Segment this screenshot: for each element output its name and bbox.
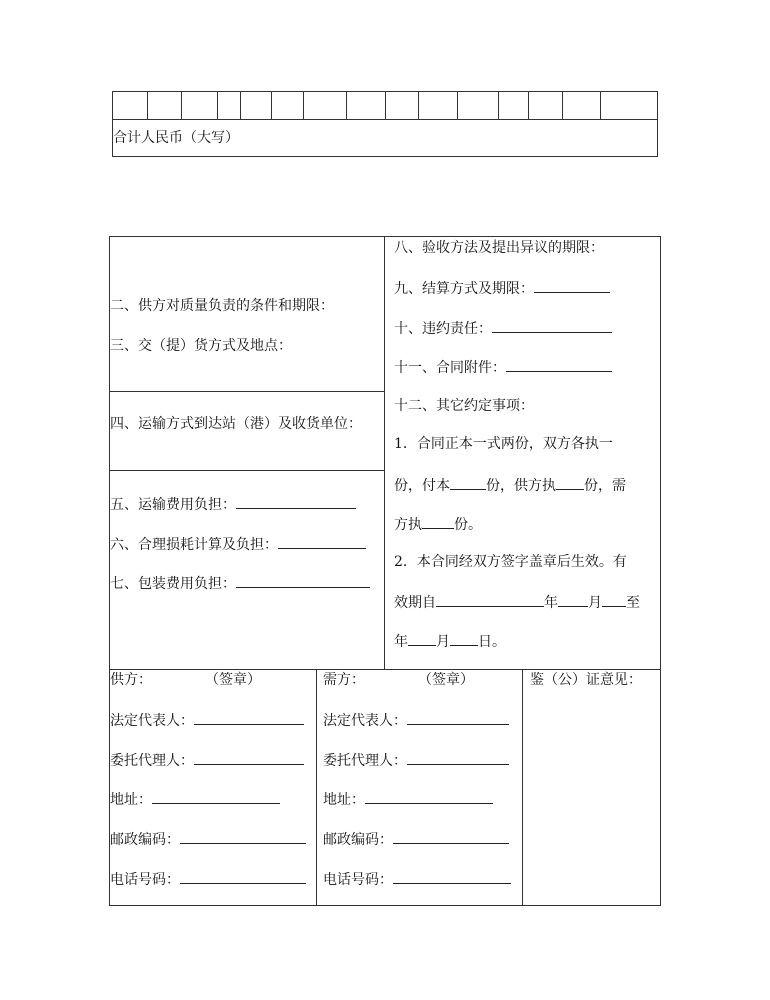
supplier-address-label: 地址： [110, 792, 152, 808]
clause-1-line1: 1．合同正本一式两份，双方各执一 [394, 436, 613, 452]
buyer-title: 需方： [323, 672, 365, 688]
clause-2-line1: 2．本合同经双方签字盖章后生效。有 [394, 554, 627, 570]
supplier-legal-rep-label: 法定代表人： [110, 713, 194, 729]
freight-blank[interactable] [236, 494, 356, 509]
amount-cell-divider [147, 91, 148, 119]
amount-cell-divider [346, 91, 347, 119]
term-loss [110, 534, 366, 554]
clause-2-text: 月 [436, 634, 450, 650]
buyer-phone-blank[interactable] [393, 869, 511, 884]
clause-1-text: 份，供方执 [486, 478, 556, 494]
amount-cell-divider [498, 91, 499, 119]
term-packaging [110, 573, 370, 593]
term-breach [394, 318, 612, 338]
clause-2-text: 年 [394, 634, 408, 650]
buyer-address-blank[interactable] [365, 789, 493, 804]
clause-2-line2 [394, 592, 640, 612]
valid-to-day-blank[interactable] [450, 631, 478, 646]
buyer-copies-blank[interactable] [422, 514, 454, 529]
term-attachments [394, 357, 612, 377]
buyer-postcode-label: 邮政编码： [323, 832, 393, 848]
term-settlement [394, 278, 610, 298]
clause-1-text: 份。 [454, 517, 482, 533]
term-inspection: 八、验收方法及提出异议的期限： [394, 240, 604, 256]
term-quality: 二、供方对质量负责的条件和期限： [110, 298, 334, 314]
buyer-legal-rep [323, 710, 509, 730]
left-row-divider [109, 391, 384, 392]
buyer-postcode-blank[interactable] [393, 829, 509, 844]
supplier-phone [110, 869, 306, 889]
supplier-legal-rep [110, 710, 304, 730]
valid-from-day-blank[interactable] [602, 592, 626, 607]
amount-cell-divider [217, 91, 218, 119]
loss-blank[interactable] [278, 534, 366, 549]
signature-section-divider [109, 669, 661, 670]
buyer-agent-blank[interactable] [407, 750, 509, 765]
valid-to-month-blank[interactable] [408, 631, 436, 646]
supplier-agent-blank[interactable] [194, 750, 304, 765]
supplier-postcode-label: 邮政编码： [110, 832, 180, 848]
amount-cell-divider [528, 91, 529, 119]
total-amount-label: 合计人民币（大写） [113, 130, 239, 146]
amount-cell-divider [600, 91, 601, 119]
clause-1-text: 方执 [394, 517, 422, 533]
term-loss-label: 六、合理损耗计算及负担： [110, 537, 278, 553]
buyer-phone [323, 869, 511, 889]
signature-divider [522, 669, 523, 906]
amount-cell-divider [181, 91, 182, 119]
clause-1-text: 份，需 [584, 478, 626, 494]
buyer-legal-rep-label: 法定代表人： [323, 713, 407, 729]
amount-table-row-divider [112, 119, 658, 120]
term-freight [110, 494, 356, 514]
clause-2-text: 年 [544, 595, 558, 611]
signature-divider [316, 669, 317, 906]
buyer-agent [323, 750, 509, 770]
buyer-legal-rep-blank[interactable] [407, 710, 509, 725]
buyer-seal: （签章） [418, 672, 474, 688]
supplier-postcode-blank[interactable] [180, 829, 306, 844]
copies-blank[interactable] [450, 475, 486, 490]
amount-cell-divider [271, 91, 272, 119]
buyer-address [323, 789, 493, 809]
amount-cell-divider [418, 91, 419, 119]
amount-cell-divider [562, 91, 563, 119]
supplier-copies-blank[interactable] [556, 475, 584, 490]
term-attachments-label: 十一、合同附件： [394, 360, 506, 376]
supplier-seal: （签章） [205, 672, 261, 688]
amount-cell-divider [457, 91, 458, 119]
valid-from-month-blank[interactable] [558, 592, 588, 607]
left-row-divider [109, 470, 384, 471]
amount-cell-divider [303, 91, 304, 119]
supplier-agent-label: 委托代理人： [110, 753, 194, 769]
settlement-blank[interactable] [534, 278, 610, 293]
valid-from-year-blank[interactable] [436, 592, 544, 607]
clause-2-line3 [394, 631, 506, 651]
clause-2-text: 日。 [478, 634, 506, 650]
supplier-agent [110, 750, 304, 770]
term-other: 十二、其它约定事项： [394, 398, 534, 414]
breach-blank[interactable] [492, 318, 612, 333]
clause-1-text: 份，付本 [394, 478, 450, 494]
buyer-address-label: 地址： [323, 792, 365, 808]
supplier-phone-blank[interactable] [180, 869, 306, 884]
buyer-phone-label: 电话号码： [323, 872, 393, 888]
supplier-address [110, 789, 280, 809]
attachments-blank[interactable] [506, 357, 612, 372]
term-transport: 四、运输方式到达站（港）及收货单位： [110, 416, 362, 432]
supplier-legal-rep-blank[interactable] [194, 710, 304, 725]
supplier-postcode [110, 829, 306, 849]
term-settlement-label: 九、结算方式及期限： [394, 281, 534, 297]
clause-1-line3 [394, 514, 482, 534]
clause-1-line2 [394, 475, 626, 495]
column-divider [384, 236, 385, 669]
clause-2-text: 月 [588, 595, 602, 611]
packaging-blank[interactable] [236, 573, 370, 588]
buyer-postcode [323, 829, 509, 849]
term-delivery: 三、交（提）货方式及地点： [110, 338, 292, 354]
term-packaging-label: 七、包装费用负担： [110, 576, 236, 592]
clause-2-text: 效期自 [394, 595, 436, 611]
amount-cell-divider [240, 91, 241, 119]
term-freight-label: 五、运输费用负担： [110, 497, 236, 513]
supplier-title: 供方： [110, 672, 152, 688]
term-breach-label: 十、违约责任： [394, 321, 492, 337]
supplier-address-blank[interactable] [152, 789, 280, 804]
clause-2-text: 至 [626, 595, 640, 611]
supplier-phone-label: 电话号码： [110, 872, 180, 888]
notary-opinion-label: 鉴（公）证意见： [530, 672, 642, 688]
buyer-agent-label: 委托代理人： [323, 753, 407, 769]
amount-cell-divider [385, 91, 386, 119]
